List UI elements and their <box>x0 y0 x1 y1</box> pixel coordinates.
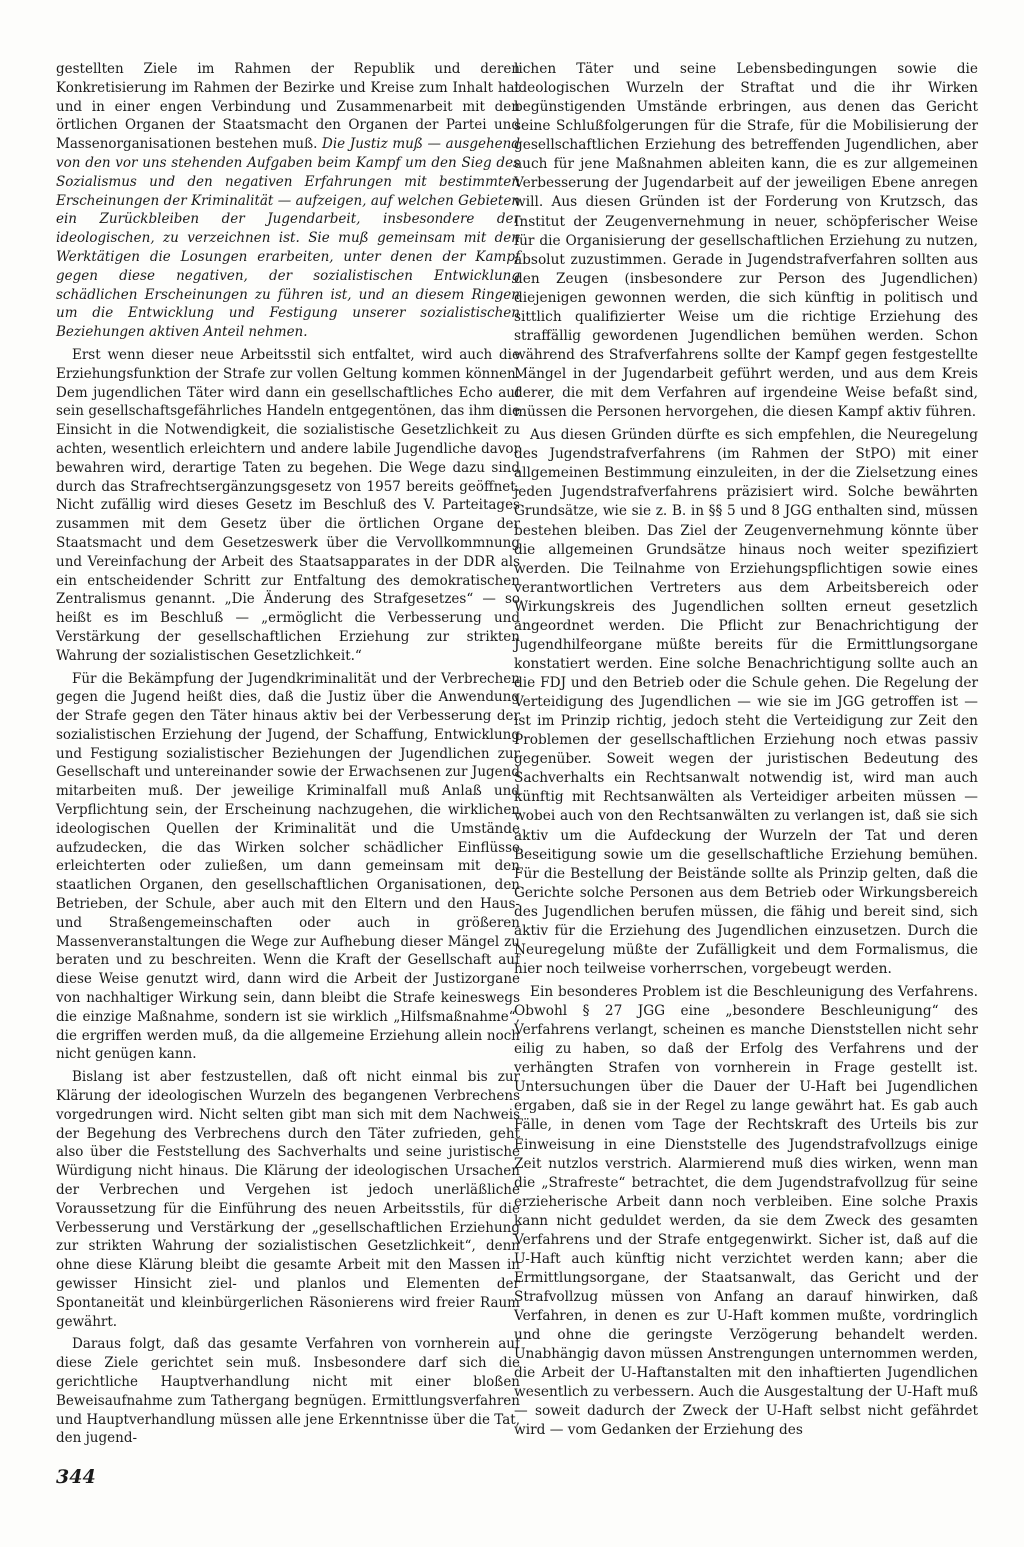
paragraph: Daraus folgt, daß das gesamte Verfahren von vornherein auf diese Ziele gerichtet sein muß. Insbesondere darf sich die gerichtliche Hauptverhandlung nicht mit einer bloßen Beweisaufnahme zum Tathergang begnügen. Ermittlungsverfahren und Hauptverhandlung müssen alle jene Erkenntnisse über die Tat, den jugend- <box>56 1336 520 1447</box>
paragraph: Bislang ist aber festzustellen, daß oft nicht einmal bis zur Klärung der ideologischen Wurzeln des begangenen Verbrechens vorgedrungen wird. Nicht selten gibt man sich mit dem Nachweis der Begehung des Verbrechens durch den Täter zufrieden, geht also über die Feststellung des Sachverhalts und seine juristische Würdigung nicht hinaus. Die Klärung der ideologischen Ursachen der Verbrechen und Vergehen ist jedoch unerläßliche Voraussetzung für die Einführung des neuen Arbeitsstils, für die Verbesserung und Verstärkung der „gesellschaftlichen Erziehung zur strikten Wahrung der sozialistischen Gesetzlichkeit“, denn ohne diese Klärung bleibt die gesamte Arbeit mit den Massen in gewisser Hinsicht ziel- und planlos und Elementen der Spontaneität und kleinbürgerlichen Räsonierens wird freier Raum gewährt. <box>56 1069 520 1330</box>
paragraph: lichen Täter und seine Lebensbedingungen sowie die ideologischen Wurzeln der Straftat und die ihr Wirken begünstigenden Umstände erbringen, aus denen das Gericht seine Schlußfolgerungen für die Strafe, für die Mobilisierung der gesellschaftlichen Erziehung des betreffenden Jugendlichen, aber auch für jene Maßnahmen ableiten kann, die es zur allgemeinen Verbesserung der Jugendarbeit auf der jeweiligen Ebene anregen will. Aus diesen Gründen ist der Forderung von Krutzsch, das Institut der Zeugenvernehmung in neuer, schöpferischer Weise für die Organisierung der gesellschaftlichen Erziehung zu nutzen, absolut zuzustimmen. Gerade in Jugendstrafverfahren sollten aus den Zeugen (insbesondere zur Person des Jugendlichen) diejenigen gewonnen werden, die sich künftig in politisch und sittlich qualifizierter Weise um die richtige Erziehung des straffällig gewordenen Jugendlichen bemühen werden. Schon während des Strafverfahrens sollte der Kampf gegen festgestellte Mängel in der Jugendarbeit geführt werden, und aus dem Kreis derer, die mit dem Verfahren auf irgendeine Weise befaßt sind, müssen die Personen hervorgehen, die diesen Kampf aktiv führen. <box>514 61 978 421</box>
paragraph: Aus diesen Gründen dürfte es sich empfehlen, die Neuregelung des Jugendstrafverfahrens (im Rahmen der StPO) mit einer allgemeinen Bestimmung einzuleiten, in der die Zielsetzung eines jeden Jugendstrafverfahrens präzisiert wird. Solche bewährten Grundsätze, wie sie z. B. in §§ 5 und 8 JGG enthalten sind, müssen bestehen bleiben. Das Ziel der Zeugenvernehmung könnte über die allgemeinen Grundsätze hinaus noch weiter spezifiziert werden. Die Teilnahme von Erziehungspflichtigen sowie eines verantwortlichen Vertreters aus dem Arbeitsbereich oder Wirkungskreis des Jugendlichen sollten erneut gesetzlich angeordnet werden. Die Pflicht zur Benachrichtigung der Jugendhilfeorgane müßte bereits für die Ermittlungsorgane konstatiert werden. Eine solche Benachrichtigung sollte auch an die FDJ und den Betrieb oder die Schule gehen. Die Regelung der Verteidigung des Jugendlichen — wie sie im JGG getroffen ist — ist im Prinzip richtig, jedoch steht die Verteidigung zur Zeit den Problemen der gesellschaftlichen Erziehung noch etwas passiv gegenüber. Soweit wegen der juristischen Bedeutung des Sachverhalts ein Rechtsanwalt notwendig ist, wird man auch künftig mit Rechtsanwälten als Verteidiger arbeiten müssen — wobei auch von den Rechtsanwälten zu verlangen ist, daß sie sich aktiv um die Aufdeckung der Wurzeln der Tat und deren Beseitigung sowie um die gesellschaftliche Erziehung bemühen. Für die Bestellung der Beistände sollte als Prinzip gelten, daß die Gerichte solche Personen aus dem Betrieb oder Wirkungsbereich des Jugendlichen berufen müssen, die fähig und bereit sind, sich aktiv für die Erziehung des Jugendlichen einzusetzen. Durch die Neuregelung müßte der Zufälligkeit und dem Formalismus, die hier noch teilweise vorherrschen, vorgebeugt werden. <box>514 427 978 977</box>
left-column <box>56 60 520 1452</box>
paragraph: Erst wenn dieser neue Arbeitsstil sich entfaltet, wird auch die Erziehungsfunktion der Strafe zur vollen Geltung kommen können. Dem jugendlichen Täter wird dann ein gesellschaftliches Echo auf sein gesellschaftsgefährliches Handeln entgegentönen, das ihm die Einsicht in die Notwendigkeit, die sozialistische Gesetzlichkeit zu achten, wesentlich erleichtern und andere labile Jugendliche davor bewahren wird, derartige Taten zu begehen. Die Wege dazu sind durch das Strafrechtsergänzungsgesetz von 1957 bereits geöffnet. Nicht zufällig wird dieses Gesetz im Beschluß des V. Parteitages zusammen mit dem Gesetz über die örtlichen Organe der Staatsmacht und dem Gesetzeswerk über die Vervollkommnung und Vereinfachung der Arbeit des Staatsapparates in der DDR als ein entscheidender Schritt zur Entfaltung des demokratischen Zentralismus genannt. „Die Änderung des Strafgesetzes“ — so heißt es im Beschluß — „ermöglicht die Verbesserung und Verstärkung der gesellschaftlichen Erziehung zur strikten Wahrung der sozialistischen Gesetzlichkeit.“ <box>56 346 520 664</box>
paragraph-italic-text: Die Justiz muß — ausgehend von den vor uns stehenden Aufgaben beim Kampf um den Sieg des Sozialismus und den negativen Erfahrungen mit bestimmten Erscheinungen der Kriminalität — aufzeigen, auf welchen Gebieten ein Zurückbleiben der Jugendarbeit, insbesondere der ideologischen, zu verzeichnen ist. Sie muß gemeinsam mit den Werktätigen die Losungen erarbeiten, unter denen der Kampf gegen diese negativen, der sozialistischen Entwicklung schädlichen Erscheinungen zu führen ist, und an diesem Ringen um die Entwicklung und Festigung unserer sozialistischen Beziehungen aktiven Anteil nehmen. <box>56 136 520 341</box>
page-number: 344 <box>56 1466 96 1488</box>
paragraph: Für die Bekämpfung der Jugendkriminalität und der Verbrechen gegen die Jugend heißt dies, daß die Justiz über die Anwendung der Strafe gegen den Täter hinaus aktiv bei der Verbesserung der sozialistischen Erziehung der Jugend, der Schaffung, Entwicklung und Festigung sozialistischer Beziehungen der Jugendlichen zur Gesellschaft und untereinander sowie der Erwachsenen zur Jugend mitarbeiten muß. Der jeweilige Kriminalfall muß Anlaß und Verpflichtung sein, der Erscheinung nachzugehen, die wirklichen ideologischen Quellen der Kriminalität und die Umstände aufzudecken, die das Wirken solcher schädlicher Einflüsse erleichterten oder zuließen, um dann gemeinsam mit den staatlichen Organen, den gesellschaftlichen Organisationen, den Betrieben, der Schule, aber auch mit den Eltern und den Haus- und Straßengemeinschaften oder auch in größeren Massenveranstaltungen die Wege zur Aufhebung dieser Mängel zu beraten und zu beschreiten. Wenn die Kraft der Gesellschaft auf diese Weise genutzt wird, dann wird die Arbeit der Justizorgane von nachhaltiger Wirkung sein, dann bleibt die Strafe keineswegs die einzige Maßnahme, sondern ist sie wirklich „Hilfsmaßnahme“, die ergriffen werden muß, da die allgemeine Erziehung allein noch nicht genügen kann. <box>56 670 520 1063</box>
paragraph <box>56 60 520 342</box>
paragraph: Ein besonderes Problem ist die Beschleunigung des Verfahrens. Obwohl § 27 JGG eine „besondere Beschleunigung“ des Verfahrens verlangt, scheinen es manche Dienststellen nicht sehr eilig zu haben, so daß der Erfolg des Verfahrens und der verhängten Strafen von vornherein in Frage gestellt ist. Untersuchungen über die Dauer der U-Haft bei Jugendlichen ergaben, daß sie in der Regel zu lange gewährt hat. Es gab auch Fälle, in denen vom Tage der Rechtskraft des Urteils bis zur Einweisung in eine Dienststelle des Jugendstrafvollzugs einige Zeit nutzlos verstrich. Alarmierend muß dies wirken, wenn man die „Strafreste“ betrachtet, die dem Jugendstrafvollzug für seine erzieherische Arbeit dann noch verbleiben. Eine solche Praxis kann nicht geduldet werden, da sie dem Zweck des gesamten Verfahrens und der Strafe entgegenwirkt. Sicher ist, daß auf die U-Haft auch künftig nicht verzichtet werden kann; aber die Ermittlungsorgane, der Staatsanwalt, das Gericht und der Strafvollzug müssen von Anfang an darauf hinwirken, daß Verfahren, in denen es zur U-Haft kommen mußte, vordringlich und ohne die geringste Verzögerung behandelt werden. Unabhängig davon müssen Anstrengungen unternommen werden, die Arbeit der U-Haftanstalten mit den inhaftierten Jugendlichen wesentlich zu verbessern. Auch die Ausgestaltung der U-Haft muß — soweit dadurch der Zweck der U-Haft selbst nicht gefährdet wird — vom Gedanken der Erziehung des <box>514 984 978 1439</box>
right-column <box>514 60 978 1445</box>
paragraph-upright-text: gestellten Ziele im Rahmen der Republik und deren Konkretisierung im Rahmen der Bezirke und Kreise zum Inhalt hat und in einer engen Verbindung und Zusammenarbeit mit den örtlichen Organen der Staatsmacht den Organen der Partei und Massenorganisationen bestehen muß. <box>56 61 520 153</box>
